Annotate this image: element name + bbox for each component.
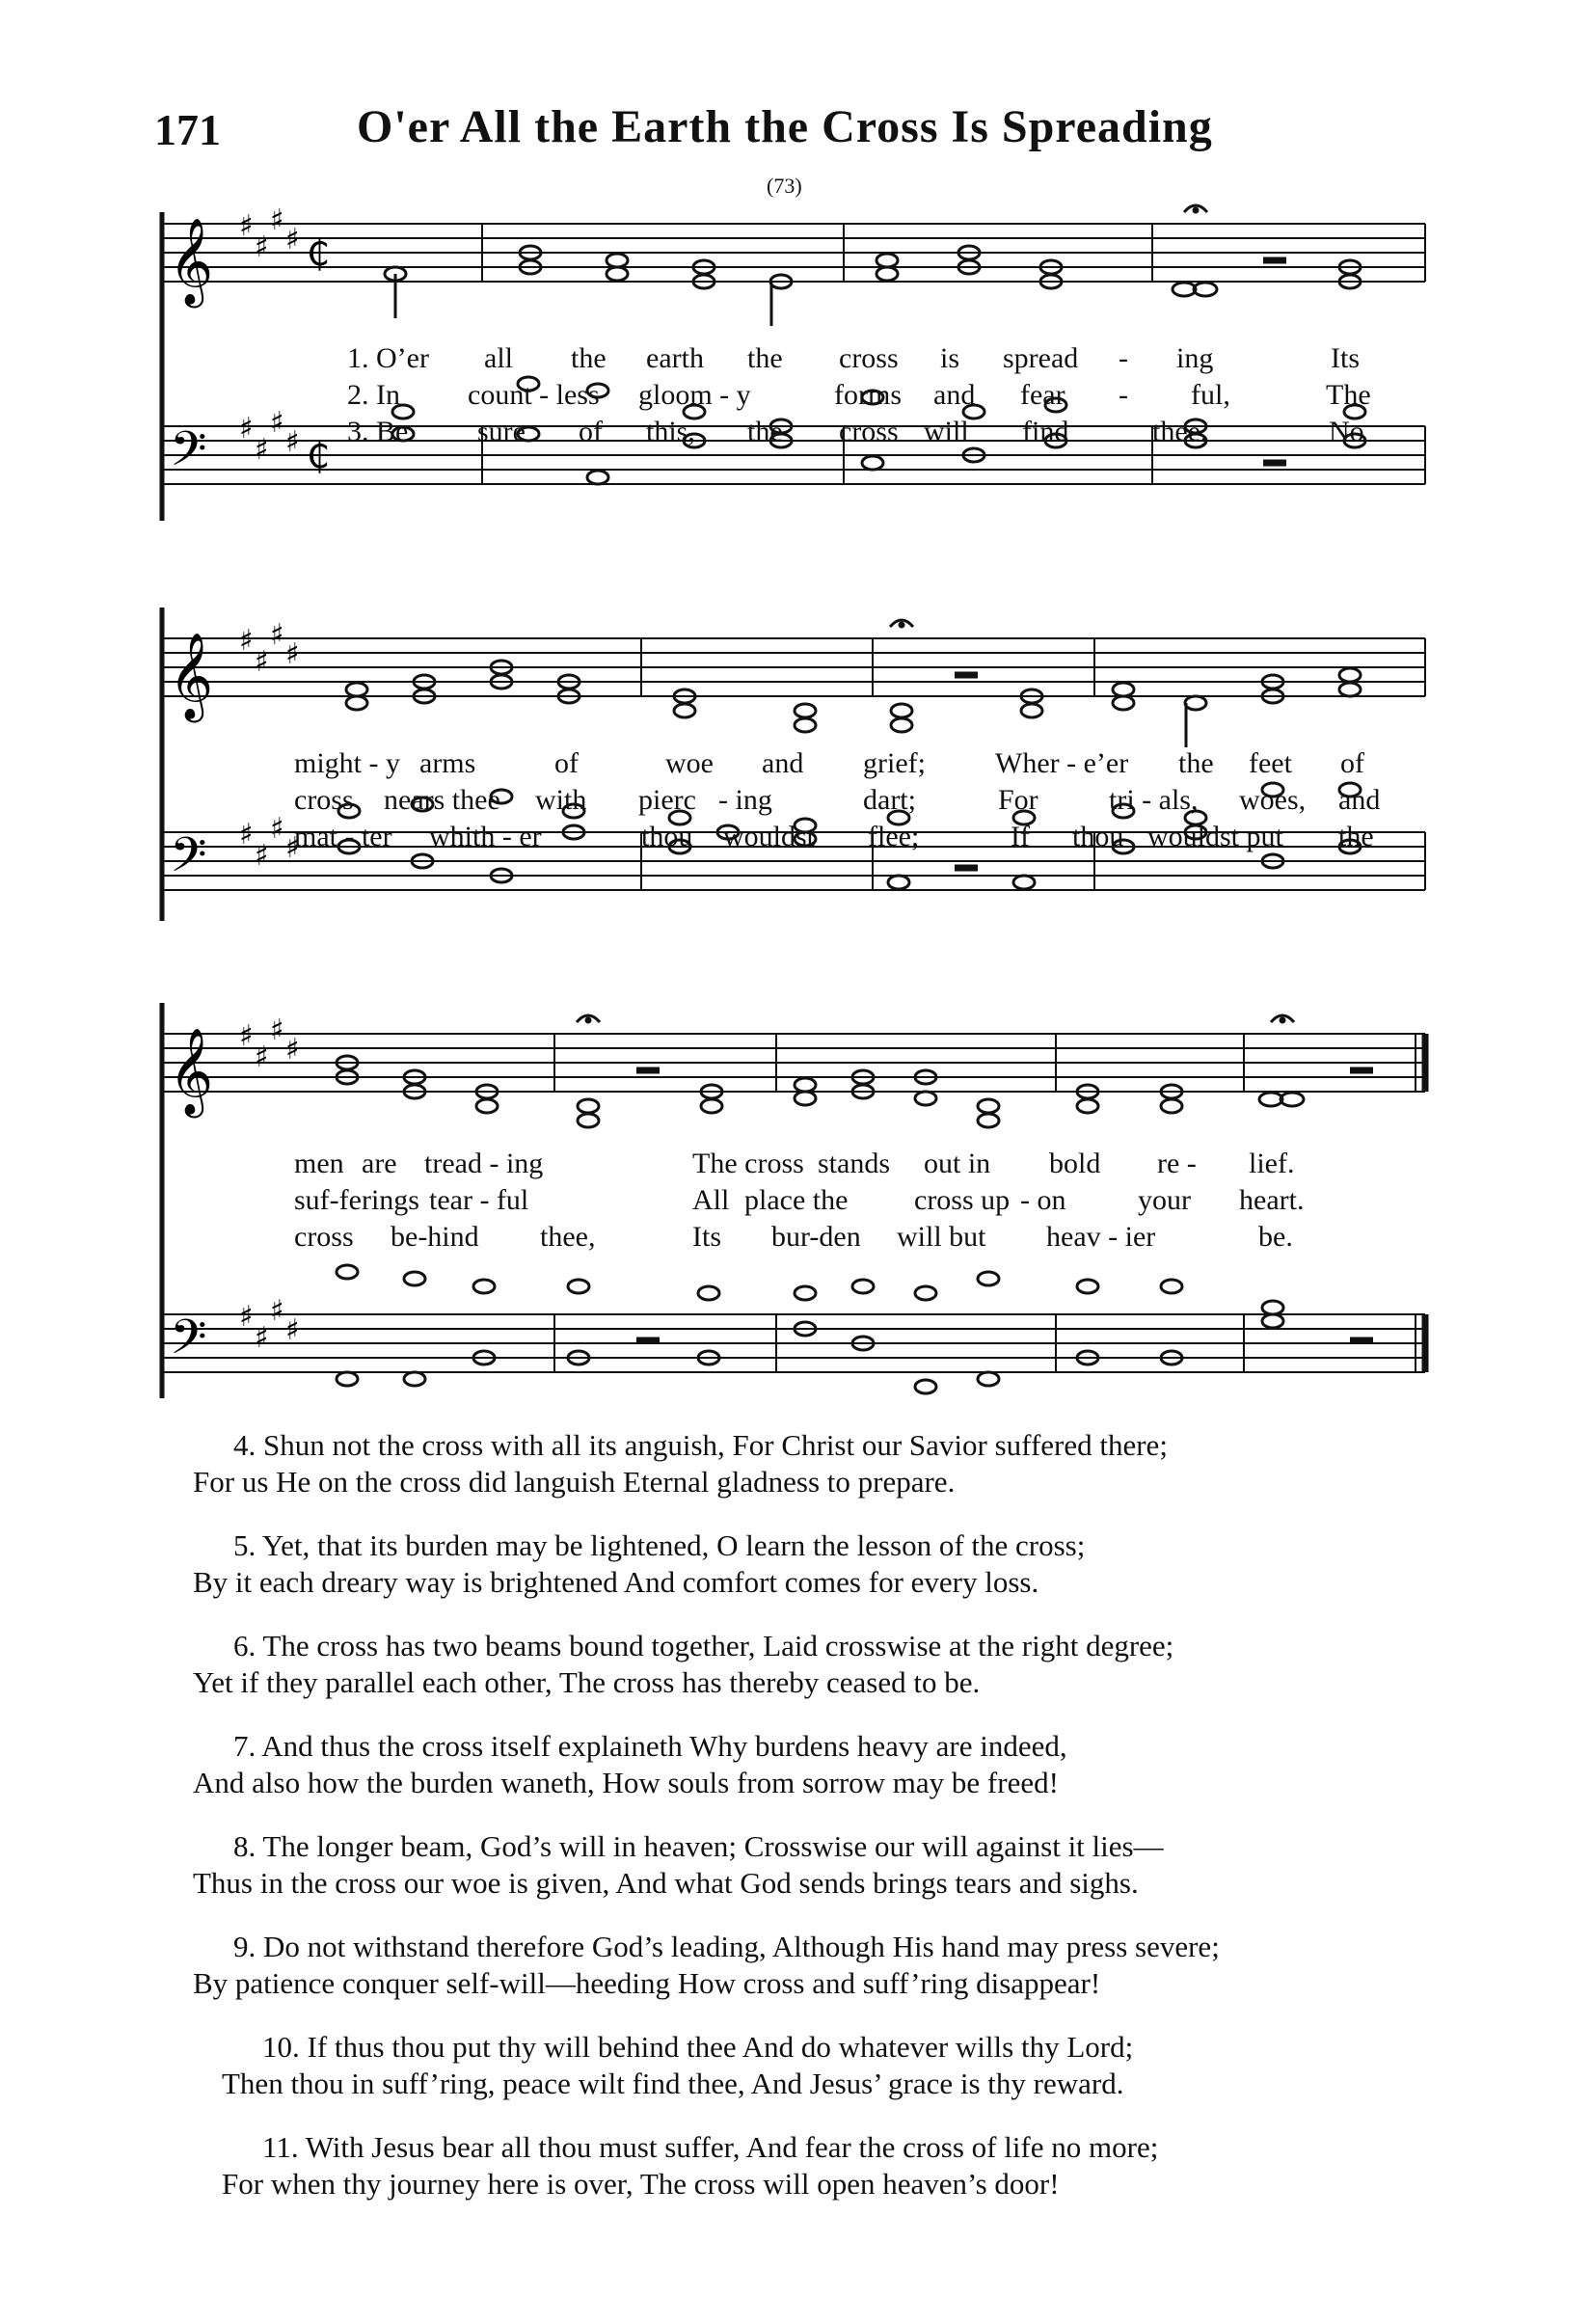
svg-text:♯: ♯ — [285, 223, 300, 257]
lyric: 3. Be — [347, 416, 409, 447]
svg-text:♯: ♯ — [270, 203, 284, 237]
verse-6 — [193, 1628, 1446, 1701]
svg-text:♯: ♯ — [255, 1040, 269, 1074]
bass-clef-icon: 𝄢 — [170, 827, 207, 895]
lyric: stands — [818, 1148, 890, 1179]
lyric: find — [1022, 416, 1069, 447]
cut-time-icon: ₵ — [307, 434, 331, 476]
svg-text:♯: ♯ — [239, 1019, 254, 1053]
lyric: lief. — [1249, 1148, 1295, 1179]
verse-line: And also how the burden waneth, How souls from sorrow may be freed! — [193, 1766, 1059, 1799]
lyric: all — [484, 342, 513, 374]
lyric: will — [924, 416, 969, 447]
verse-line: For us He on the cross did languish Eternal gladness to prepare. — [193, 1465, 956, 1499]
lyric: mat - ter — [294, 821, 392, 852]
lyric: tread - ing — [424, 1148, 544, 1179]
lyric: grief; — [863, 747, 926, 779]
lyric: The — [1326, 379, 1371, 411]
lyric: No — [1329, 416, 1364, 447]
additional-verses — [193, 1427, 1446, 2229]
lyric: and — [933, 379, 976, 411]
lyric: cross — [294, 1221, 354, 1253]
lyric: tri - als, — [1109, 784, 1199, 816]
svg-text:♯: ♯ — [270, 1294, 284, 1328]
lyric: For — [998, 784, 1038, 816]
lyric: heav - ier — [1046, 1221, 1156, 1253]
verse-line: Then thou in suff’ring, peace wilt find thee, And Jesus’ grace is thy reward. — [222, 2067, 1124, 2100]
key-signature — [239, 618, 300, 873]
lyric: tear - ful — [429, 1184, 529, 1216]
lyric: might - y — [294, 747, 400, 779]
verse-line: Thus in the cross our woe is given, And what God sends brings tears and sighs. — [193, 1866, 1139, 1900]
verse-9 — [193, 1929, 1446, 2002]
svg-text:♯: ♯ — [255, 839, 269, 873]
lyric: the — [747, 416, 783, 447]
lyric: thee, — [540, 1221, 596, 1253]
lyric: wouldst — [723, 821, 816, 852]
lyric: - — [1119, 379, 1128, 411]
lyric: the — [747, 342, 783, 374]
lyric: cross up — [914, 1184, 1011, 1216]
verse-line: By it each dreary way is brightened And comfort comes for every loss. — [193, 1565, 1039, 1599]
verse-line: 9. Do not withstand therefore God’s leading, Although His hand may press severe; — [233, 1930, 1220, 1963]
lyric: with — [535, 784, 587, 816]
lyric: whith - er — [429, 821, 542, 852]
lyric: men — [294, 1148, 344, 1179]
svg-text:♯: ♯ — [255, 1321, 269, 1355]
lyric: The cross — [692, 1148, 804, 1179]
lyric: Its — [692, 1221, 721, 1253]
lyric: dart; — [863, 784, 916, 816]
cut-time-icon: ₵ — [307, 231, 331, 274]
svg-text:♯: ♯ — [285, 1033, 300, 1067]
tune-number: (73) — [767, 174, 802, 198]
verse-8 — [193, 1828, 1446, 1902]
verse-line: Yet if they parallel each other, The cross has thereby ceased to be. — [193, 1665, 981, 1699]
svg-text:♯: ♯ — [285, 637, 300, 671]
lyric: bur-den — [771, 1221, 861, 1253]
verse-line: 11. With Jesus bear all thou must suffer, And fear the cross of life no more; — [262, 2130, 1159, 2164]
lyric: Its — [1331, 342, 1360, 374]
lyric: of — [1340, 747, 1364, 779]
lyric: cross — [839, 416, 899, 447]
svg-text:♯: ♯ — [270, 406, 284, 440]
lyric: suf-ferings — [294, 1184, 419, 1216]
svg-text:♯: ♯ — [255, 645, 269, 679]
svg-text:♯: ♯ — [255, 433, 269, 467]
svg-text:♯: ♯ — [270, 1013, 284, 1047]
lyric: gloom - y — [638, 379, 751, 411]
lyric: be. — [1258, 1221, 1293, 1253]
lyric: - on — [1020, 1184, 1066, 1216]
treble-clef-icon: 𝄞 — [169, 1028, 214, 1115]
lyric: of — [554, 747, 579, 779]
lyric: If — [1011, 821, 1030, 852]
lyric: re - — [1157, 1148, 1197, 1179]
lyric: out in — [924, 1148, 991, 1179]
lyric: are — [362, 1148, 397, 1179]
lyric: ing — [1176, 342, 1214, 374]
verse-line: By patience conquer self-will—heeding How cross and suff’ring disappear! — [193, 1966, 1101, 2000]
lyric: woes, — [1239, 784, 1307, 816]
lyric: place the — [744, 1184, 849, 1216]
lyric: thou — [641, 821, 693, 852]
lyric: feet — [1249, 747, 1292, 779]
verse-line: 10. If thus thou put thy will behind thee And do whatever wills thy Lord; — [262, 2030, 1134, 2064]
lyric: cross — [294, 784, 354, 816]
svg-text:♯: ♯ — [239, 1300, 254, 1334]
lyric: wouldst put — [1147, 821, 1283, 852]
lyric: woe — [665, 747, 714, 779]
lyric: sure — [477, 416, 526, 447]
lyric: the — [1178, 747, 1214, 779]
verse-11 — [193, 2129, 1446, 2202]
bass-clef-icon: 𝄢 — [170, 421, 207, 489]
hymn-title: O'er All the Earth the Cross Is Spreading — [357, 101, 1213, 152]
verse-4 — [193, 1427, 1446, 1500]
lyric: and — [762, 747, 804, 779]
verse-5 — [193, 1527, 1446, 1601]
lyric: will but — [897, 1221, 986, 1253]
lyric: spread — [1003, 342, 1079, 374]
treble-clef-icon: 𝄞 — [169, 633, 214, 719]
lyric: 2. In — [347, 379, 400, 411]
svg-text:♯: ♯ — [239, 818, 254, 851]
svg-text:♯: ♯ — [270, 812, 284, 846]
lyric: pierc — [638, 784, 696, 816]
lyric: the — [1338, 821, 1374, 852]
verse-line: 8. The longer beam, God’s will in heaven; Crosswise our will against it lies— — [233, 1829, 1164, 1863]
lyric: flee; — [868, 821, 920, 852]
lyric: your — [1138, 1184, 1191, 1216]
lyric: thou — [1072, 821, 1124, 852]
lyric: fear — [1020, 379, 1065, 411]
lyric: All — [692, 1184, 730, 1216]
lyric: bold — [1049, 1148, 1101, 1179]
lyric: - ing — [718, 784, 772, 816]
lyric: this, — [646, 416, 695, 447]
lyric: the — [571, 342, 607, 374]
svg-text:♯: ♯ — [239, 624, 254, 658]
bass-clef-icon: 𝄢 — [170, 1310, 207, 1377]
lyric: - — [1119, 342, 1128, 374]
hymn-number: 171 — [154, 105, 221, 154]
svg-text:♯: ♯ — [255, 230, 269, 264]
svg-text:♯: ♯ — [270, 618, 284, 652]
key-signature — [239, 1013, 300, 1355]
verse-line: 7. And thus the cross itself explaineth Why burdens heavy are indeed, — [233, 1729, 1067, 1763]
lyric: nears thee — [384, 784, 500, 816]
lyric: arms — [419, 747, 476, 779]
svg-text:♯: ♯ — [239, 412, 254, 446]
lyric: thee, — [1152, 416, 1208, 447]
lyric: ful, — [1191, 379, 1230, 411]
treble-clef-icon: 𝄞 — [169, 218, 214, 305]
lyric: and — [1338, 784, 1381, 816]
lyric: be-hind — [391, 1221, 479, 1253]
lyric: Wher - e’er — [995, 747, 1129, 779]
lyric: cross — [839, 342, 899, 374]
lyric: earth — [646, 342, 704, 374]
treble-staff — [162, 224, 1425, 282]
verse-10 — [193, 2029, 1446, 2102]
verse-line: 4. Shun not the cross with all its anguish, For Christ our Savior suffered there; — [233, 1428, 1168, 1462]
key-signature — [239, 203, 300, 467]
verse-line: 5. Yet, that its burden may be lightened, O learn the lesson of the cross; — [233, 1528, 1086, 1562]
verse-line: 6. The cross has two beams bound together, Laid crosswise at the right degree; — [233, 1629, 1174, 1662]
lyric: forms — [834, 379, 902, 411]
svg-text:♯: ♯ — [285, 831, 300, 865]
verse-line: For when thy journey here is over, The cross will open heaven’s door! — [222, 2167, 1060, 2201]
lyric: is — [940, 342, 960, 374]
lyric: 1. O’er — [347, 342, 429, 374]
svg-text:♯: ♯ — [239, 209, 254, 243]
lyric: of — [579, 416, 603, 447]
lyric: count - less — [468, 379, 600, 411]
svg-text:♯: ♯ — [285, 425, 300, 459]
verse-7 — [193, 1728, 1446, 1801]
svg-text:♯: ♯ — [285, 1313, 300, 1347]
lyric: heart. — [1239, 1184, 1305, 1216]
